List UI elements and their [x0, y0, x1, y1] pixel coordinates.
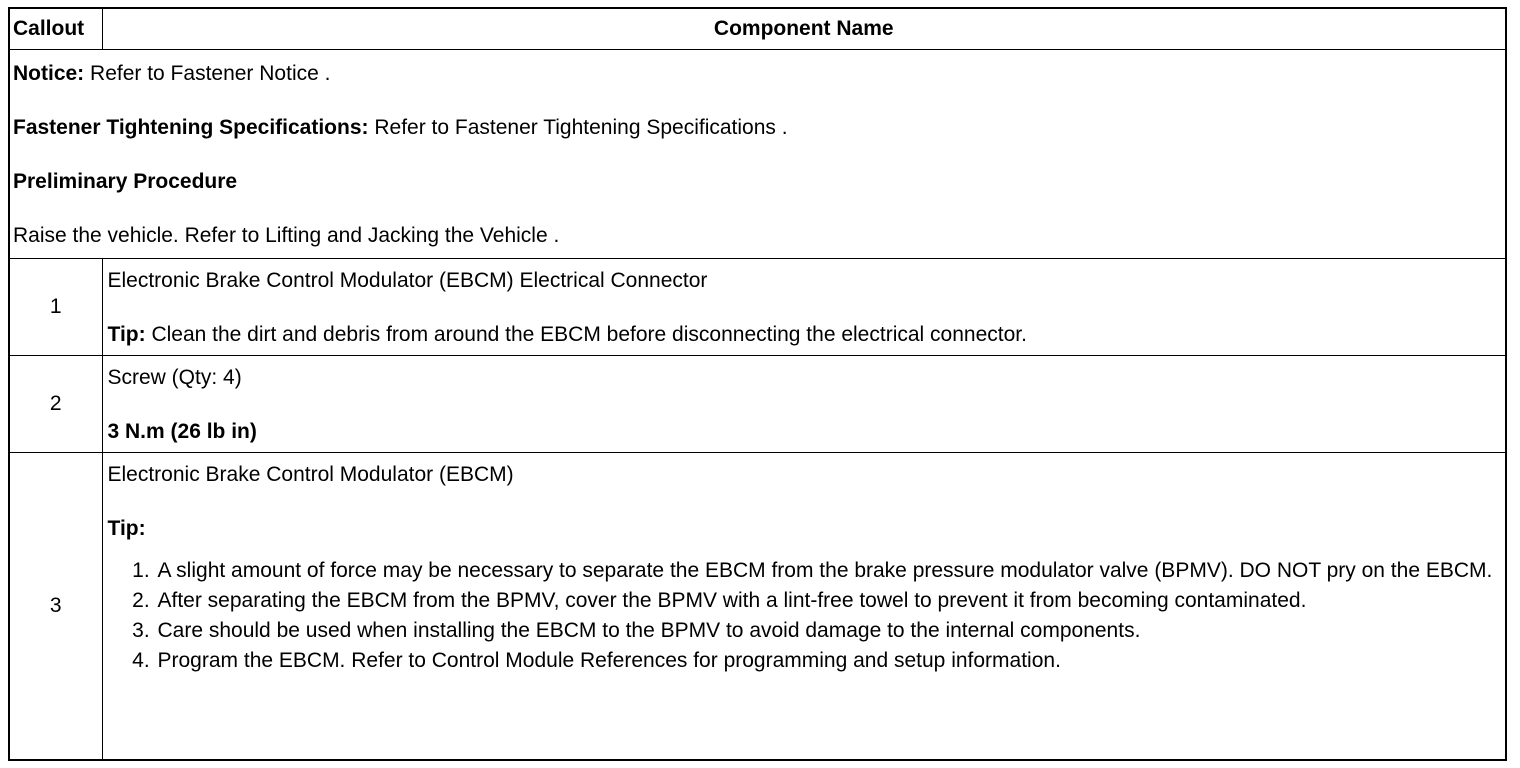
header-row [10, 9, 1505, 49]
table-row [10, 258, 1505, 355]
table-row [10, 355, 1505, 452]
torque-spec: 3 N.m (26 lb in) [107, 419, 257, 443]
list-item: 3. Care should be used when installing the EBCM to the BPMV to avoid damage to the internal components. [156, 616, 1498, 646]
callout-number: 1 [10, 258, 102, 355]
component-title: Electronic Brake Control Modulator (EBCM) Electrical Connector [107, 268, 708, 292]
spec-text: Refer to Fastener Tightening Specifications . [368, 115, 788, 139]
notice-label: Notice: [13, 61, 85, 85]
component-table-frame [8, 7, 1507, 761]
tip-line [108, 321, 1498, 348]
procedure-heading: Preliminary Procedure [13, 169, 238, 193]
component-cell [102, 452, 1505, 759]
list-item: 2. After separating the EBCM from the BPMV, cover the BPMV with a lint-free towel to prevent it from becoming contaminated. [156, 586, 1498, 616]
notice-line [13, 60, 1497, 87]
header-component-name: Component Name [102, 9, 1505, 49]
notice-text: Refer to Fastener Notice . [84, 61, 331, 85]
list-item: 4. Program the EBCM. Refer to Control Module References for programming and setup information. [156, 646, 1498, 676]
callout-number: 2 [10, 355, 102, 452]
component-title: Screw (Qty: 4) [107, 365, 242, 389]
table-row [10, 452, 1505, 759]
callout-number: 3 [10, 452, 102, 759]
component-cell [102, 355, 1505, 452]
component-table [10, 9, 1505, 759]
list-item: 1. A slight amount of force may be necessary to separate the EBCM from the brake pressure modulator valve (BPMV). DO NOT pry on the EBCM. [156, 556, 1498, 586]
preamble-row [10, 49, 1505, 258]
spec-line [13, 114, 1497, 141]
component-cell [102, 258, 1505, 355]
component-title: Electronic Brake Control Modulator (EBCM) [107, 462, 514, 486]
tip-text: Clean the dirt and debris from around the EBCM before disconnecting the electrical connector. [145, 322, 1027, 346]
tip-label: Tip: [107, 322, 146, 346]
tip-label: Tip: [107, 516, 146, 540]
header-callout: Callout [10, 9, 102, 49]
tip-list [108, 556, 1498, 676]
preamble-cell [10, 49, 1505, 258]
procedure-text: Raise the vehicle. Refer to Lifting and Jacking the Vehicle . [13, 223, 560, 247]
spec-label: Fastener Tightening Specifications: [13, 115, 369, 139]
